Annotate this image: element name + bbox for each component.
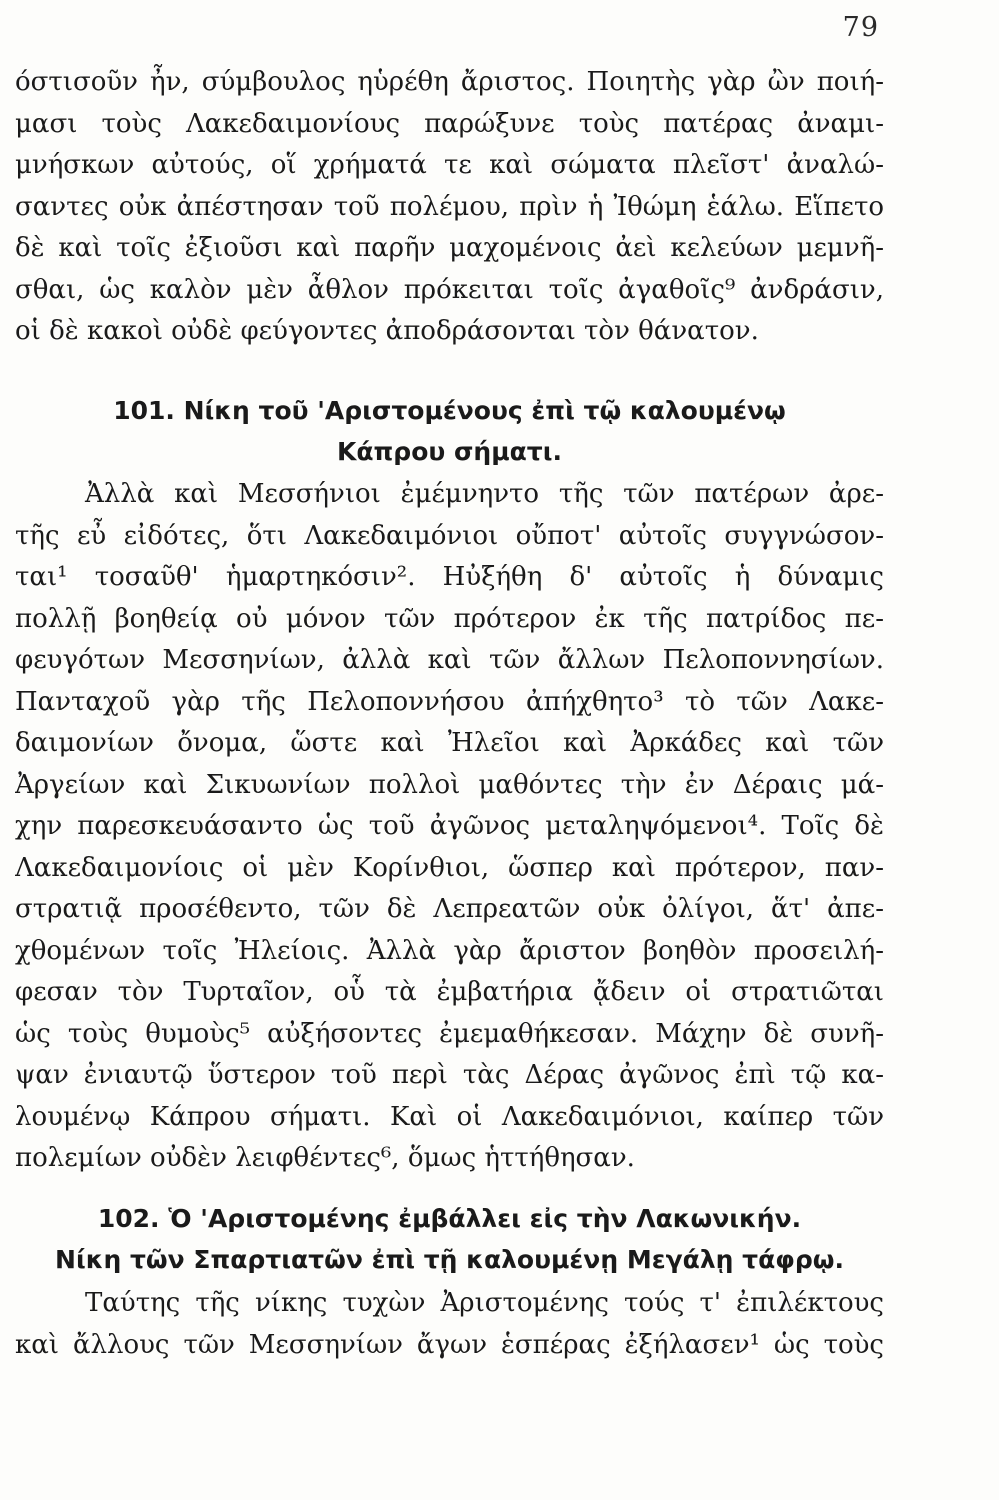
text-line: σθαι, ὡς καλὸν μὲν ἆθλον πρόκειται τοῖς ἀγαθοῖς⁹ ἀνδράσιν, <box>15 274 884 305</box>
text-line: δαιμονίων ὄνομα, ὥστε καὶ Ἠλεῖοι καὶ Ἀρκάδες καὶ τῶν <box>15 728 884 758</box>
section-heading-101 <box>15 390 884 472</box>
paragraph-2 <box>15 474 884 1180</box>
text-line: Ταύτης τῆς νίκης τυχὼν Ἀριστομένης τούς τ' ἐπιλέκτους <box>85 1288 884 1318</box>
text-line: Ἀλλὰ καὶ Μεσσήνιοι ἐμέμνηντο τῆς τῶν πατέρων ἀρε- <box>85 479 884 509</box>
text-line: καὶ ἄλλους τῶν Μεσσηνίων ἄγων ἑσπέρας ἐξήλασεν¹ ὡς τοὺς <box>15 1329 884 1360</box>
text-line: λουμένῳ Κάπρου σήματι. Καὶ οἱ Λακεδαιμόνιοι, καίπερ τῶν <box>15 1101 884 1132</box>
text-line: ψαν ἐνιαυτῷ ὕστερον τοῦ περὶ τὰς Δέρας ἀγῶνος ἐπὶ τῷ κα- <box>15 1060 884 1090</box>
text-line: δὲ καὶ τοῖς ἐξιοῦσι καὶ παρῆν μαχομένοις ἀεὶ κελεύων μεμνῆ- <box>15 233 884 263</box>
text-line: σαντες οὐκ ἀπέστησαν τοῦ πολέμου, πρὶν ἡ Ἰθώμη ἑάλω. Εἵπετο <box>15 191 884 222</box>
paragraph-1 <box>15 62 884 353</box>
text-line: πολεμίων οὐδὲν λειφθέντες⁶, ὅμως ἡττήθησαν. <box>15 1143 635 1173</box>
heading-line: 101. Νίκη τοῦ 'Αριστομένους ἐπὶ τῷ καλουμένῳ <box>113 396 786 425</box>
heading-line: Νίκη τῶν Σπαρτιατῶν ἐπὶ τῇ καλουμένῃ Μεγάλῃ τάφρῳ. <box>55 1245 844 1274</box>
text-line: Πανταχοῦ γὰρ τῆς Πελοποννήσου ἀπήχθητο³ τὸ τῶν Λακε- <box>15 686 884 717</box>
text-line: Ἀργείων καὶ Σικυωνίων πολλοὶ μαθόντες τὴν ἐν Δέραις μά- <box>15 769 884 800</box>
text-line: χην παρεσκευάσαντο ὡς τοῦ ἀγῶνος μεταληψόμενοι⁴. Τοῖς δὲ <box>15 811 884 841</box>
text-line: Λακεδαιμονίοις οἱ μὲν Κορίνθιοι, ὥσπερ καὶ πρότερον, παν- <box>15 852 884 883</box>
text-line: όστισοῦν ἦν, σύμβουλος ηὑρέθη ἄριστος. Ποιητὴς γὰρ ὢν ποιή- <box>15 67 884 97</box>
heading-line: Κάπρου σήματι. <box>336 437 562 466</box>
text-line: στρατιᾷ προσέθεντο, τῶν δὲ Λεπρεατῶν οὐκ ὀλίγοι, ἅτ' ἀπε- <box>15 894 884 924</box>
text-line: μνήσκων αὐτούς, οἵ χρήματά τε καὶ σώματα πλεῖστ' ἀναλώ- <box>15 150 884 180</box>
text-line: μασι τοὺς Λακεδαιμονίους παρώξυνε τοὺς πατέρας ἀναμι- <box>15 108 884 139</box>
text-line: χθομένων τοῖς Ἠλείοις. Ἀλλὰ γὰρ ἄριστον βοηθὸν προσειλή- <box>15 935 884 966</box>
text-line: ὡς τοὺς θυμοὺς⁵ αὐξήσοντες ἐμεμαθήκεσαν. Μάχην δὲ συνῆ- <box>15 1018 884 1049</box>
text-line: πολλῇ βοηθείᾳ οὐ μόνον τῶν πρότερον ἐκ τῆς πατρίδος πε- <box>15 603 884 634</box>
text-line: τῆς εὖ εἰδότες, ὅτι Λακεδαιμόνιοι οὔποτ' αὐτοῖς συγγνώσον- <box>15 520 884 551</box>
page-number: 79 <box>842 12 879 43</box>
text-line: φεσαν τὸν Τυρταῖον, οὗ τὰ ἐμβατήρια ᾄδειν οἱ στρατιῶται <box>15 977 884 1007</box>
text-line: φευγότων Μεσσηνίων, ἀλλὰ καὶ τῶν ἄλλων Πελοποννησίων. <box>15 645 884 675</box>
text-line: οἱ δὲ κακοὶ οὐδὲ φεύγοντες ἀποδράσονται τὸν θάνατον. <box>15 316 759 346</box>
text-line: ται¹ τοσαῦθ' ἡμαρτηκόσιν². Ηὐξήθη δ' αὐτοῖς ἡ δύναμις <box>15 562 884 592</box>
paragraph-3 <box>15 1283 884 1366</box>
heading-line: 102. Ὁ 'Αριστομένης ἐμβάλλει εἰς τὴν Λακωνικήν. <box>97 1204 802 1233</box>
section-heading-102 <box>15 1198 884 1280</box>
